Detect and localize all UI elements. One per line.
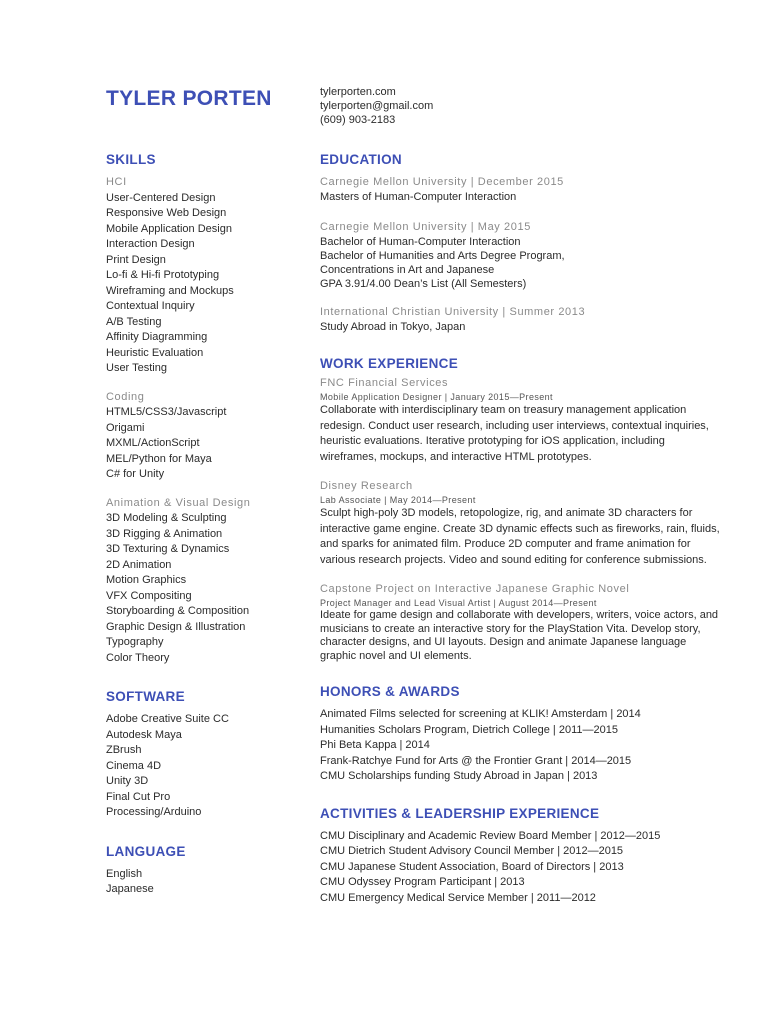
education-detail: Concentrations in Art and Japanese <box>320 263 495 276</box>
skill-item: 3D Texturing & Dynamics <box>106 543 230 555</box>
skill-item: Motion Graphics <box>106 574 187 586</box>
language-heading: LANGUAGE <box>106 843 186 859</box>
education-entry <box>320 305 720 336</box>
work-organization: FNC Financial Services <box>320 377 449 389</box>
skill-item: User Testing <box>106 362 167 374</box>
education-institution: Carnegie Mellon University | May 2015 <box>320 220 531 233</box>
honor-item: Humanities Scholars Program, Dietrich College | 2011—2015 <box>320 723 618 736</box>
skill-category: Animation & Visual Design <box>106 496 251 509</box>
activity-item: CMU Disciplinary and Academic Review Board Member | 2012—2015 <box>320 829 661 842</box>
skill-item: 2D Animation <box>106 558 172 571</box>
activity-item: CMU Dietrich Student Advisory Council Member | 2012—2015 <box>320 845 624 857</box>
honors-section <box>320 683 720 785</box>
education-detail: Masters of Human-Computer Interaction <box>320 191 517 203</box>
activities-list <box>320 829 720 907</box>
work-description: Collaborate with interdisciplinary team on treasury management application redesign. Conduct user research, including user interviews, contextual inquiries, heuristic evaluations. Iterative prototyping for iOS application, including wireframes, mockups, and interactive HTML prototypes. <box>320 404 709 463</box>
contact-info <box>320 85 720 127</box>
education-entry <box>320 175 720 206</box>
skill-item: C# for Unity <box>106 468 165 480</box>
applicant-name: TYLER PORTEN <box>106 87 272 110</box>
skill-item: Print Design <box>106 253 166 266</box>
education-detail: Study Abroad in Tokyo, Japan <box>320 320 466 333</box>
skill-item: 3D Rigging & Animation <box>106 527 223 540</box>
activity-item: CMU Emergency Medical Service Member | 2011—2012 <box>320 891 596 904</box>
honor-item: CMU Scholarships funding Study Abroad in Japan | 2013 <box>320 770 598 782</box>
education-detail: Bachelor of Humanities and Arts Degree Program, <box>320 249 565 262</box>
skill-list <box>106 191 296 377</box>
software-item: Adobe Creative Suite CC <box>106 713 229 725</box>
work-experience-heading: WORK EXPERIENCE <box>320 356 459 371</box>
honor-item: Animated Films selected for screening at KLIK! Amsterdam | 2014 <box>320 708 641 720</box>
work-description: Sculpt high-poly 3D models, retopologize, rig, and animate 3D characters for interactive game engine. Create 3D dynamic effects such as fireworks, rain, fluids, and sparks for animated film. Produce 2D computer and frame animation for various research projects. Video and sound editing for conference submissions. <box>320 507 720 566</box>
skill-group-hci <box>106 175 296 377</box>
skill-item: Storyboarding & Composition <box>106 605 250 617</box>
work-entry <box>320 582 720 663</box>
website-link[interactable]: tylerporten.com <box>320 86 396 98</box>
software-heading: SOFTWARE <box>106 689 185 704</box>
software-section <box>106 688 296 821</box>
skill-item: Interaction Design <box>106 238 195 250</box>
education-detail: Bachelor of Human-Computer Interaction <box>320 235 521 248</box>
work-experience-section <box>320 355 720 663</box>
skill-item: Responsive Web Design <box>106 207 227 219</box>
work-entry <box>320 376 720 465</box>
skill-item: Color Theory <box>106 651 170 664</box>
skills-heading: SKILLS <box>106 152 156 167</box>
software-item: Processing/Arduino <box>106 806 202 818</box>
skill-item: A/B Testing <box>106 315 162 328</box>
work-description: Ideate for game design and collaborate with developers, writers, voice actors, and musicians to create an interactive story for the PlayStation Vita. Develop story, character designs, and UI layouts. Design and animate Japanese language graphic novel and UI elements. <box>320 609 719 662</box>
skill-list <box>106 511 296 666</box>
work-role: Lab Associate | May 2014—Present <box>320 495 476 505</box>
software-item: Autodesk Maya <box>106 728 182 741</box>
education-institution: International Christian University | Summer 2013 <box>320 305 586 318</box>
skill-category: HCI <box>106 176 127 188</box>
education-detail: GPA 3.91/4.00 Dean’s List (All Semesters) <box>320 277 527 290</box>
work-role: Mobile Application Designer | January 2015—Present <box>320 392 553 402</box>
skill-item: Graphic Design & Illustration <box>106 620 246 633</box>
honors-list <box>320 707 720 785</box>
honor-item: Frank-Ratchye Fund for Arts @ the Frontier Grant | 2014—2015 <box>320 754 632 767</box>
honors-heading: HONORS & AWARDS <box>320 684 460 699</box>
education-heading: EDUCATION <box>320 152 402 167</box>
skill-item: Mobile Application Design <box>106 222 232 235</box>
skill-list <box>106 405 296 483</box>
skill-item: Affinity Diagramming <box>106 331 208 343</box>
software-item: Final Cut Pro <box>106 790 171 803</box>
education-section <box>320 151 720 335</box>
skill-item: 3D Modeling & Sculpting <box>106 512 227 524</box>
work-entry <box>320 479 720 568</box>
activity-item: CMU Odyssey Program Participant | 2013 <box>320 876 525 888</box>
skill-item: Wireframing and Mockups <box>106 284 234 297</box>
software-list <box>106 712 296 821</box>
activities-heading: ACTIVITIES & LEADERSHIP EXPERIENCE <box>320 805 600 821</box>
language-list <box>106 867 296 898</box>
skill-item: Heuristic Evaluation <box>106 346 204 359</box>
left-column <box>106 85 296 898</box>
skills-section <box>106 151 296 666</box>
skill-item: HTML5/CSS3/Javascript <box>106 406 227 418</box>
education-entry <box>320 220 720 291</box>
education-institution: Carnegie Mellon University | December 2015 <box>320 176 564 188</box>
language-section <box>106 843 296 898</box>
skill-item: Origami <box>106 421 145 434</box>
software-item: Cinema 4D <box>106 759 162 772</box>
skill-group-animation <box>106 496 296 667</box>
skill-item: Lo-fi & Hi-fi Prototyping <box>106 269 220 281</box>
skill-item: VFX Compositing <box>106 589 192 602</box>
activities-section <box>320 805 720 907</box>
work-organization: Capstone Project on Interactive Japanese Graphic Novel <box>320 583 630 595</box>
skill-item: MEL/Python for Maya <box>106 452 212 465</box>
email-link[interactable]: tylerporten@gmail.com <box>320 100 434 112</box>
software-item: Unity 3D <box>106 775 149 787</box>
language-item: English <box>106 867 143 880</box>
honor-item: Phi Beta Kappa | 2014 <box>320 739 430 751</box>
skill-item: User-Centered Design <box>106 191 216 204</box>
skill-group-coding <box>106 390 296 483</box>
skill-item: Contextual Inquiry <box>106 300 195 312</box>
phone-number: (609) 903-2183 <box>320 114 396 126</box>
skill-item: Typography <box>106 636 164 648</box>
work-role: Project Manager and Lead Visual Artist | August 2014—Present <box>320 598 597 608</box>
activity-item: CMU Japanese Student Association, Board of Directors | 2013 <box>320 860 624 873</box>
skill-item: MXML/ActionScript <box>106 437 200 449</box>
language-item: Japanese <box>106 883 154 895</box>
work-organization: Disney Research <box>320 480 413 492</box>
skill-category: Coding <box>106 390 145 403</box>
right-column <box>320 85 720 906</box>
software-item: ZBrush <box>106 744 142 756</box>
